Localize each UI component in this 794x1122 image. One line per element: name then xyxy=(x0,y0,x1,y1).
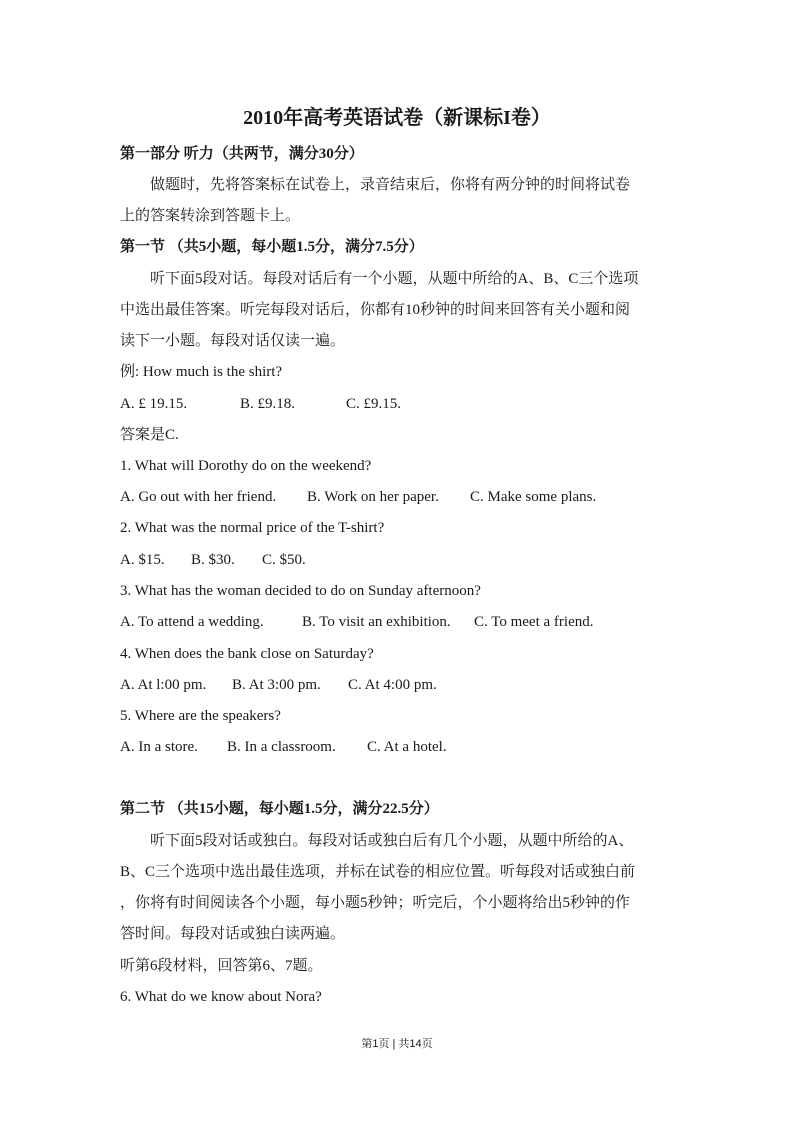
question-4-option-c: C. At 4:00 pm. xyxy=(348,677,437,693)
section1-instruction-line3: 读下一小题。每段对话仅读一遍。 xyxy=(120,333,346,349)
question-2-option-a: A. $15. xyxy=(120,552,165,568)
question-4-option-a: A. At l:00 pm. xyxy=(120,677,207,693)
question-5-option-a: A. In a store. xyxy=(120,739,198,755)
example-option-c: C. £9.15. xyxy=(346,396,402,412)
section1-instruction-line1: 听下面5段对话。每段对话后有一个小题，从题中所给的A、B、C三个选项 xyxy=(150,271,639,287)
section2-material-note: 听第6段材料，回答第6、7题。 xyxy=(120,958,323,974)
question-2-option-b: B. $30. xyxy=(191,552,235,568)
question-1-options xyxy=(120,486,596,508)
section1-heading: 第一节 （共5小题，每小题1.5分，满分7.5分） xyxy=(120,239,424,255)
example-option-b: B. £9.18. xyxy=(240,396,296,412)
part1-intro-line2: 上的答案转涂到答题卡上。 xyxy=(120,208,301,224)
question-5: 5. Where are the speakers? xyxy=(120,708,281,724)
part1-intro-line1: 做题时，先将答案标在试卷上，录音结束后，你将有两分钟的时间将试卷 xyxy=(150,177,631,193)
question-5-option-b: B. In a classroom. xyxy=(227,739,336,755)
section1-instruction-line2: 中选出最佳答案。听完每段对话后，你都有10秒钟的时间来回答有关小题和阅 xyxy=(120,302,631,318)
question-1-option-a: A. Go out with her friend. xyxy=(120,489,277,505)
section2-heading: 第二节 （共15小题，每小题1.5分，满分22.5分） xyxy=(120,801,439,817)
question-4-option-b: B. At 3:00 pm. xyxy=(232,677,321,693)
page-footer: 第1页 | 共14页 xyxy=(361,1038,433,1050)
question-1-option-c: C. Make some plans. xyxy=(470,489,597,505)
question-3-options xyxy=(120,611,593,633)
question-3-option-c: C. To meet a friend. xyxy=(474,614,594,630)
example-options xyxy=(120,393,401,415)
question-1: 1. What will Dorothy do on the weekend? xyxy=(120,458,372,474)
document-title: 2010年高考英语试卷（新课标I卷） xyxy=(243,107,551,129)
question-6: 6. What do we know about Nora? xyxy=(120,989,322,1005)
section2-instruction-line4: 答时间。每段对话或独白读两遍。 xyxy=(120,926,346,942)
question-4: 4. When does the bank close on Saturday? xyxy=(120,646,374,662)
section2-instruction-line3: ，你将有时间阅读各个小题，每小题5秒钟；听完后，个小题将给出5秒钟的作 xyxy=(120,895,631,911)
question-2-options xyxy=(120,549,306,571)
question-2-option-c: C. $50. xyxy=(262,552,306,568)
question-2: 2. What was the normal price of the T-shirt? xyxy=(120,520,385,536)
question-5-options xyxy=(120,736,447,758)
section2-instruction-line1: 听下面5段对话或独白。每段对话或独白后有几个小题，从题中所给的A、 xyxy=(150,833,634,849)
question-3-option-b: B. To visit an exhibition. xyxy=(302,614,451,630)
example-option-a: A. £ 19.15. xyxy=(120,396,188,412)
question-1-option-b: B. Work on her paper. xyxy=(307,489,439,505)
part1-heading: 第一部分 听力（共两节，满分30分） xyxy=(120,146,364,162)
section2-instruction-line2: B、C三个选项中选出最佳选项，并标在试卷的相应位置。听每段对话或独白前 xyxy=(120,864,636,880)
example-question: 例: How much is the shirt? xyxy=(120,364,283,380)
question-4-options xyxy=(120,674,437,696)
question-5-option-c: C. At a hotel. xyxy=(367,739,447,755)
question-3-option-a: A. To attend a wedding. xyxy=(120,614,264,630)
question-3: 3. What has the woman decided to do on Sunday afternoon? xyxy=(120,583,481,599)
example-answer: 答案是C. xyxy=(120,427,179,443)
